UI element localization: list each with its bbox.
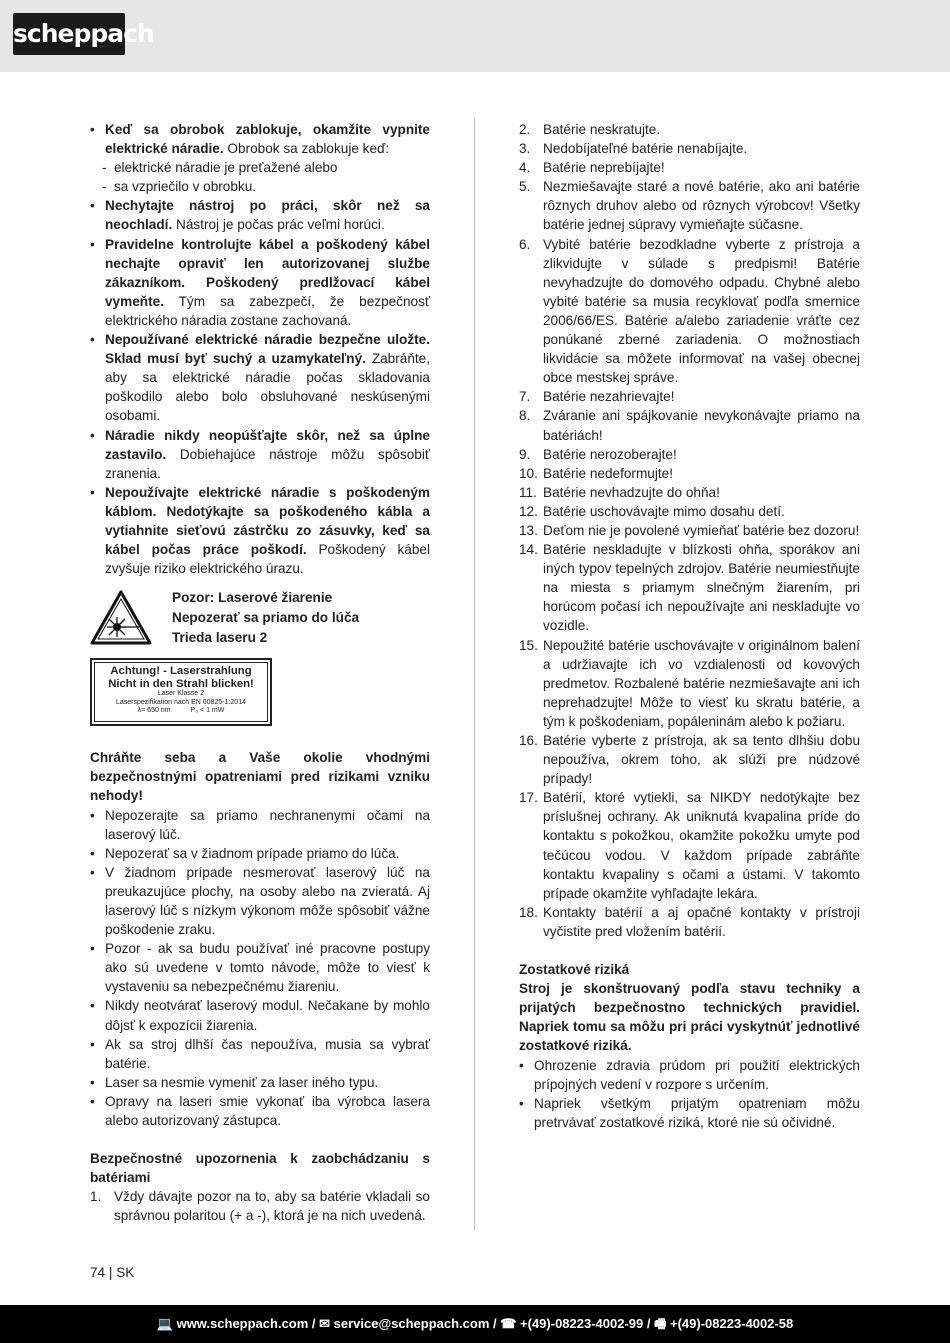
numbered-item (519, 903, 860, 941)
numbered-item (519, 139, 860, 158)
item-text: Batérií, ktoré vytiekli, sa NIKDY nedotýkajte bez príslušnej ochrany. Ak uniknutá kvapalina príde do kontaktu s pokožkou, okamžite pokožku umyte pod tečúcou vodou. V každom prípade zabráňte kontaktu kvapaliny s očami a ústami. V takomto prípade okamžite vyhľadajte lekára. (543, 790, 860, 901)
bullet-bold-text: Keď sa obrobok zablokuje, okamžite vypnite elektrické náradie. (105, 122, 430, 157)
safety-bullet (90, 235, 430, 330)
item-number: 13. (519, 522, 538, 538)
list-item: • Laser sa nesmie vymeniť za laser iného typu. (90, 1073, 430, 1092)
item-text: Batérie vyberte z prístroja, ak sa tento dlhšiu dobu nepoužíva, okrem toho, ak slúži pre núdzové prípady! (543, 733, 860, 787)
label-line: Nicht in den Strahl blicken! (108, 677, 254, 690)
numbered-item (519, 636, 860, 731)
numbered-item (519, 158, 860, 177)
laser-class-label (90, 658, 272, 726)
numbered-item (519, 177, 860, 234)
safety-bullet (90, 483, 430, 578)
item-number: 1. (90, 1189, 102, 1205)
bullet-bold-text: Náradie nikdy neopúšťajte skôr, než sa úplne zastavilo. (105, 427, 430, 462)
bullet-text: Obrobok sa zablokuje keď: (223, 141, 390, 157)
section-heading: Zostatkové riziká (519, 962, 630, 978)
header-bar (0, 0, 950, 72)
right-column (519, 120, 860, 1132)
list-item: • Nepozerať sa v žiadnom prípade priamo do lúča. (90, 844, 430, 863)
list-item: • V žiadnom prípade nesmerovať laserový lúč na preukazujúce plochy, na osoby alebo na zvieratá. Aj laserový lúč s nízkym výkonom môže spôsobiť vážne poškodenie zraku. (90, 863, 430, 939)
item-text: Batérie neprebíjajte! (543, 160, 665, 176)
item-text: Nezmiešavajte staré a nové batérie, ako ani batérie rôznych druhov alebo od rôznych výrobcov! Všetky batérie jednej súpravy vymieňajte súčasne. (543, 179, 860, 233)
section-heading: Chráňte seba a Vaše okolie vhodnými bezpečnostnými opatreniami pred rizikami vzniku nehody! (90, 750, 430, 804)
laser-warning-text (172, 588, 359, 648)
list-item: • Ak sa stroj dlhší čas nepoužíva, musia sa vybrať batérie. (90, 1035, 430, 1073)
bullet-text: Dobiehajúce nástroje môžu spôsobiť zranenia. (105, 446, 430, 481)
laser-warning-icon (90, 590, 152, 646)
numbered-item (90, 1187, 430, 1225)
numbered-item (519, 120, 860, 139)
list-item: • Nepozerajte sa priamo nechranenymi očami na laserový lúč. (90, 806, 430, 844)
label-line: Achtung! - Laserstrahlung (110, 665, 252, 678)
item-text: Deťom nie je povolené vymieňať batérie bez dozoru! (543, 522, 860, 538)
item-number: 6. (519, 236, 531, 252)
numbered-item (519, 502, 860, 521)
column-divider (474, 118, 475, 1230)
laser-line: Trieda laseru 2 (172, 630, 268, 646)
numbered-item (519, 235, 860, 388)
item-text: Batérie nezahrievajte! (543, 389, 675, 405)
footer-contacts: 💻 www.scheppach.com / ✉ service@scheppach.com / ☎ +(49)-08223-4002-99 / 🖷 +(49)-08223-4002-58 (156, 1316, 794, 1331)
item-text: Batérie neskladujte v blízkosti ohňa, sporákov ani iných typov tepelných zdrojov. Batérie neumiestňujte na miesta s priamym slnečným žiarením, pri horúcom počasí ich nepoužívajte ani neskladujte vo vozidle. (543, 542, 860, 634)
section-heading: Bezpečnostné upozornenia k zaobchádzaniu s batériami (90, 1151, 430, 1186)
left-column (90, 120, 430, 1226)
item-number: 12. (519, 503, 538, 519)
item-number: 10. (519, 465, 538, 481)
laser-line: Pozor: Laserové žiarenie (172, 590, 333, 606)
safety-bullet (90, 120, 430, 158)
item-text: Batérie uschovávajte mimo dosahu detí. (543, 503, 785, 519)
item-number: 11. (519, 484, 537, 500)
dash-item: - elektrické náradie je preťažené alebo (90, 158, 430, 177)
label-power: P₀ < 1 mW (190, 707, 225, 715)
laser-line: Nepozerať sa priamo do lúča (172, 610, 360, 626)
item-text: Vždy dávajte pozor na to, aby sa batérie vkladali so správnou polaritou (+ a -), ktorá je na nich uvedená. (114, 1189, 430, 1224)
battery-list (519, 120, 860, 941)
numbered-item (519, 387, 860, 406)
item-text: Nepoužité batérie uschovávajte v originálnom balení a udržiavajte ich vo vzdialenosti od kovových predmetov. Rozbalené batérie nezmiešavajte ani ich neprehadzujte! Môže to viesť ku skratu batérie, a tým k poškodeniam, popáleninám alebo k požiaru. (543, 637, 860, 729)
label-line: Laserspezifikation nach EN 60825-1:2014 (116, 698, 246, 706)
footer-bar (0, 1305, 950, 1343)
item-text: Vybité batérie bezodkladne vyberte z prístroja a zlikvidujte v súlade s predpismi! Batérie nevyhadzujte do domového odpadu. Chybné alebo vybité batérie sa musia recyklovať podľa smernice 2006/66/ES. Batérie a/alebo zariadenie vráťte cez ponúkané zberné zariadenia. O možnostiach likvidácie sa môžete informovať na vašej obecnej obce mestskej správe. (543, 236, 860, 386)
label-wavelength: λ= 650 nm (137, 707, 171, 715)
numbered-item (519, 445, 860, 464)
item-text: Batérie nevhadzujte do ohňa! (543, 484, 720, 500)
item-number: 15. (519, 637, 538, 653)
item-text: Zváranie ani spájkovanie nevykonávajte priamo na batériách! (543, 408, 860, 443)
bullet-bold-text: Nepoužívajte elektrické náradie s poškodeným káblom. Nedotýkajte sa poškodeného kábla a vytiahnite sieťovú zástrčku zo zásuvky, keď sa kábel počas práce poškodí. (105, 484, 430, 558)
item-text: Batérie nerozoberajte! (543, 446, 677, 462)
safety-bullet (90, 330, 430, 425)
bullet-bold-text: Pravidelne kontrolujte kábel a poškodený kábel nechajte opraviť len autorizovanej službe zákazníkom. Poškodený predlžovací kábel vymeňte. (105, 236, 430, 309)
item-number: 9. (519, 446, 531, 462)
item-text: Kontakty batérií a aj opačné kontakty v prístroji vyčistite pred vložením batérií. (543, 904, 860, 939)
list-item: • Nikdy neotvárať laserový modul. Nečakane by mohlo dôjsť k expozícii žiarenia. (90, 996, 430, 1034)
bullet-text: Tým sa zabezpečí, že bezpečnosť elektrického náradia zostane zachovaná. (105, 293, 430, 328)
numbered-item (519, 406, 860, 444)
laser-warning-block (90, 588, 430, 748)
numbered-item (519, 540, 860, 635)
item-number: 7. (519, 389, 531, 405)
item-number: 4. (519, 160, 531, 176)
item-number: 14. (519, 542, 538, 558)
label-line: Laser Klasse 2 (157, 690, 205, 698)
list-item: • Opravy na laseri smie vykonať iba výrobca lasera alebo autorizovaný zástupca. (90, 1092, 430, 1130)
bullet-bold-text: Nepoužívané elektrické náradie bezpečne uložte. Sklad musí byť suchý a uzamykateľný. (105, 332, 430, 367)
item-number: 8. (519, 408, 531, 424)
numbered-item (519, 731, 860, 788)
bullet-text: Poškodený kábel zvyšuje riziko elektrického úrazu. (105, 542, 431, 577)
list-item: • Napriek všetkým prijatým opatreniam môžu pretrvávať zostatkové riziká, ktoré nie sú očividné. (519, 1094, 860, 1132)
list-item: • Pozor - ak sa budu používať iné pracovne postupy ako sú uvedene v tomto návode, môže to viesť k vystaveniu sa nebezpečnému žiareniu. (90, 939, 430, 996)
item-text: Batérie neskratujte. (543, 122, 661, 137)
item-text: Nedobíjateľné batérie nenabíjajte. (543, 141, 748, 157)
bullet-text: Zabráňte, aby sa elektrické náradie počas skladovania poškodilo alebo bolo obsluhované neskúsenými osobami. (105, 351, 431, 424)
safety-bullet (90, 196, 430, 234)
bullet-text: Nástroj je počas prác veľmi horúci. (172, 217, 385, 233)
item-number: 5. (519, 179, 531, 195)
safety-bullet (90, 426, 430, 483)
numbered-item (519, 788, 860, 903)
bullet-bold-text: Nechytajte nástroj po práci, skôr než sa neochladí. (105, 198, 430, 233)
dash-item: - sa vzpriečilo v obrobku. (90, 177, 430, 196)
numbered-item (519, 483, 860, 502)
list-item: • Ohrozenie zdravia prúdom pri použití elektrických prípojných vedení v rozpore s určením. (519, 1056, 860, 1094)
item-number: 18. (519, 904, 538, 920)
residual-intro: Stroj je skonštruovaný podľa stavu techniky a prijatých bezpečnostno technických pravidiel. Napriek tomu sa môžu pri práci vyskytnúť jednotlivé zostatkové riziká. (519, 981, 860, 1054)
item-number: 2. (519, 122, 531, 137)
numbered-item (519, 464, 860, 483)
item-text: Batérie nedeformujte! (543, 465, 673, 481)
page-number: 74 | SK (90, 1265, 135, 1280)
item-number: 16. (519, 733, 538, 748)
item-number: 17. (519, 790, 538, 806)
item-number: 3. (519, 141, 531, 157)
brand-logo: scheppach (13, 13, 125, 55)
numbered-item (519, 521, 860, 540)
